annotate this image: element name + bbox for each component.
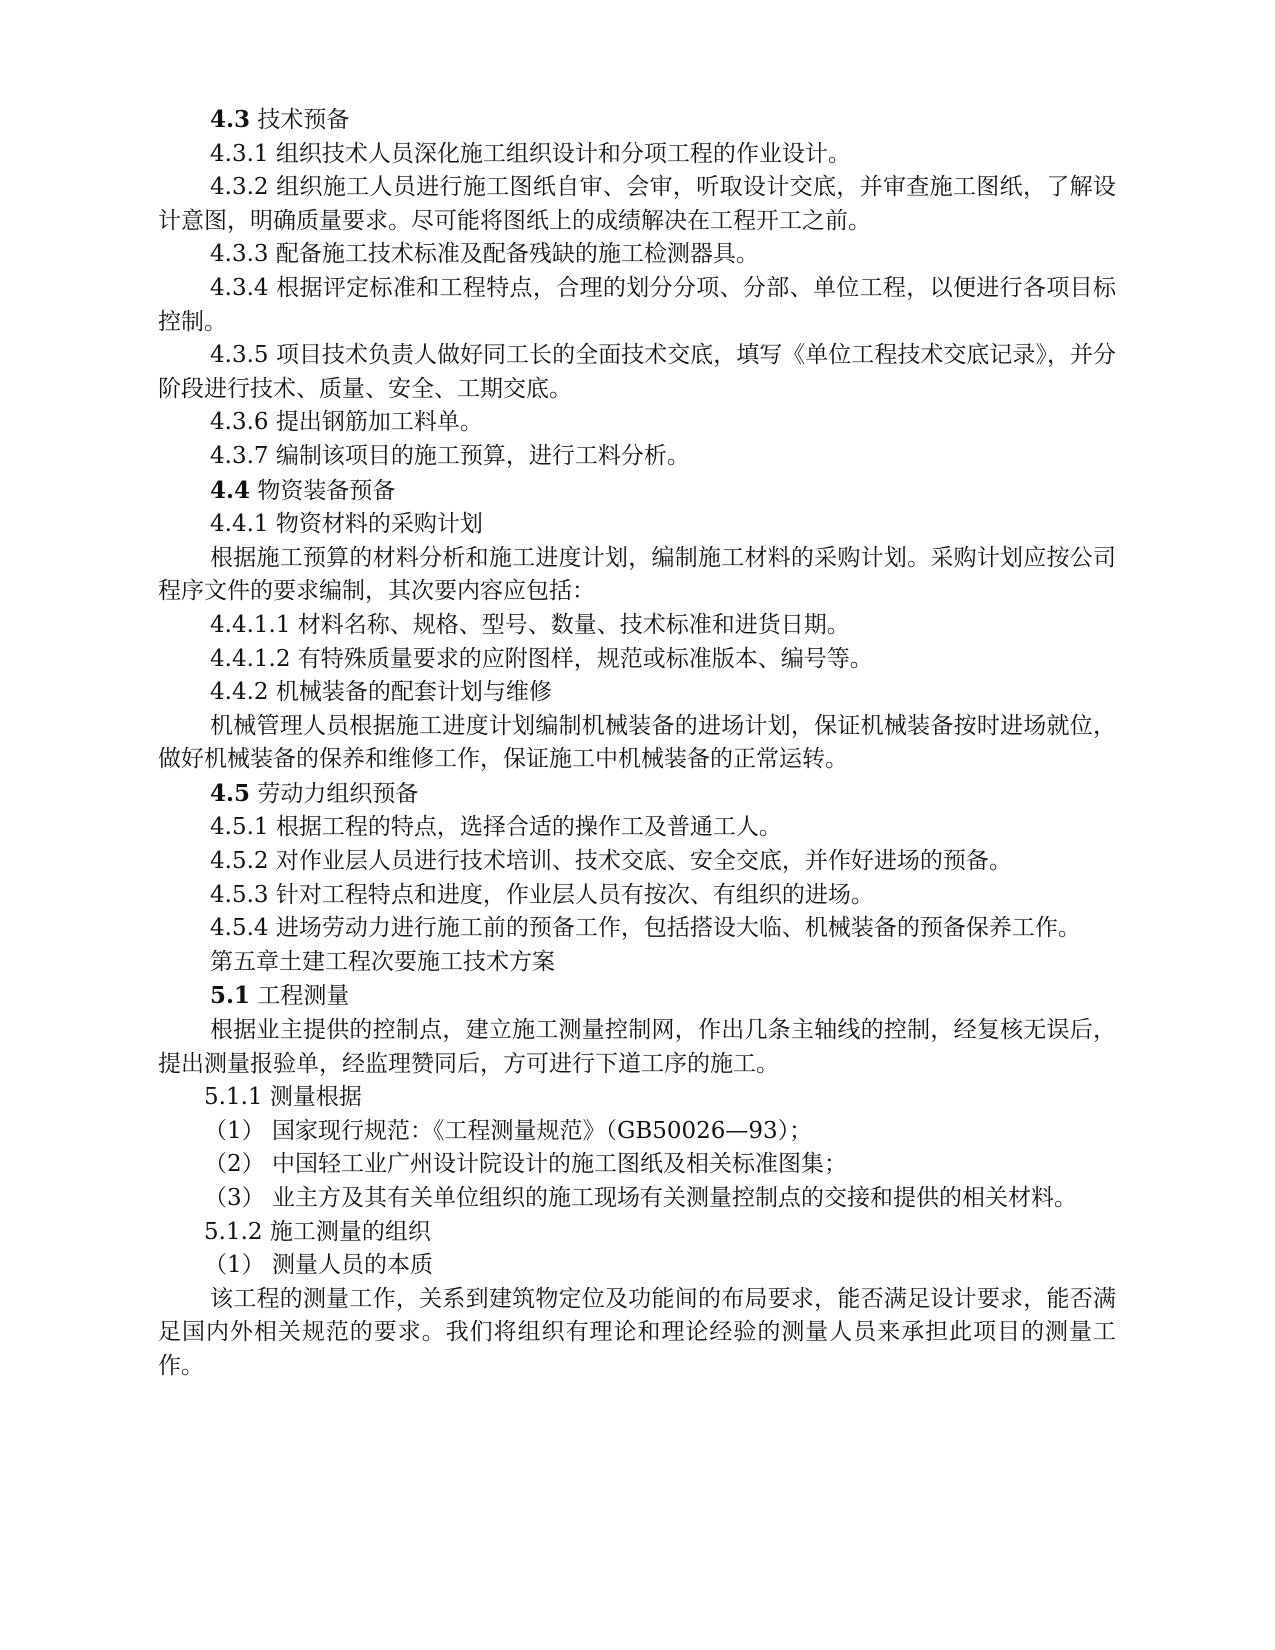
section-number: 4.5.4	[210, 915, 269, 942]
paragraph	[158, 1182, 1116, 1216]
paragraph-text: 针对工程特点和进度，作业层人员有按次、有组织的进场。	[268, 881, 874, 908]
section-number: 4.4.1.2	[210, 645, 291, 672]
section-number: 4.3.3	[210, 241, 269, 268]
section-number: 4.4.2	[210, 679, 269, 706]
paragraph	[158, 710, 1116, 777]
paragraph-text: 根据业主提供的控制点，建立施工测量控制网，作出几条主轴线的控制，经复核无误后，提出测量报验单，经监理赞同后，方可进行下道工序的施工。	[158, 1017, 1116, 1077]
paragraph-text: 根据施工预算的材料分析和施工进度计划，编制施工材料的采购计划。采购计划应按公司程序文件的要求编制，其次要内容应包括：	[158, 544, 1116, 605]
paragraph	[158, 777, 1116, 812]
paragraph-text: 进场劳动力进行施工前的预备工作，包括搭设大临、机械装备的预备保养工作。	[268, 915, 1081, 942]
section-number: 4.5.2	[210, 848, 269, 875]
section-number: 5.1.2	[204, 1218, 263, 1245]
section-number: 4.3.4	[210, 274, 269, 301]
paragraph	[158, 171, 1116, 238]
paragraph	[158, 1081, 1116, 1115]
section-number: 4.3.5	[210, 342, 269, 369]
paragraph-text: 工程测量	[250, 983, 350, 1010]
paragraph	[158, 542, 1116, 609]
document-body	[158, 103, 1116, 1384]
paragraph-text: 业主方及其有关单位组织的施工现场有关测量控制点的交接和提供的相关材料。	[264, 1185, 1077, 1211]
paragraph-text: 有特殊质量要求的应附图样，规范或标准版本、编号等。	[290, 645, 873, 672]
paragraph	[158, 1014, 1116, 1081]
paragraph	[158, 339, 1116, 406]
section-number: 4.3.6	[210, 409, 269, 436]
section-number: 4.4.1	[210, 511, 269, 538]
paragraph	[158, 440, 1116, 474]
paragraph	[158, 879, 1116, 913]
paragraph-text: 材料名称、规格、型号、数量、技术标准和进货日期。	[290, 611, 850, 638]
section-number: 4.3.7	[210, 442, 269, 469]
paragraph-text: 项目技术负责人做好同工长的全面技术交底，填写《单位工程技术交底记录》，并分阶段进行技术、质量、安全、工期交底。	[158, 342, 1116, 402]
section-number: （1）	[204, 1252, 265, 1279]
paragraph-text: 第五章土建工程次要施工技术方案	[210, 948, 555, 975]
section-number: （2）	[204, 1151, 265, 1178]
paragraph	[158, 1216, 1116, 1250]
paragraph	[158, 609, 1116, 643]
paragraph	[158, 811, 1116, 845]
paragraph	[158, 1249, 1116, 1283]
paragraph-text: 提出钢筋加工料单。	[268, 409, 483, 436]
paragraph	[158, 1283, 1116, 1384]
section-number: 4.4.1.1	[210, 611, 291, 638]
paragraph-text: 配备施工技术标准及配备残缺的施工检测器具。	[268, 241, 759, 268]
chapter-heading	[158, 946, 1116, 980]
section-number: 4.4	[210, 476, 251, 504]
paragraph-text: 根据评定标准和工程特点，合理的划分分项、分部、单位工程，以便进行各项目标控制。	[158, 274, 1116, 335]
paragraph-text: 物资材料的采购计划	[268, 511, 483, 538]
paragraph	[158, 272, 1116, 339]
paragraph	[158, 845, 1116, 879]
paragraph	[158, 912, 1116, 946]
section-number: （1）	[204, 1117, 265, 1144]
section-number: 4.5.3	[210, 881, 269, 908]
paragraph-text: 中国轻工业广州设计院设计的施工图纸及相关标准图集；	[264, 1151, 847, 1178]
paragraph-text: 国家现行规范：《工程测量规范》（GB50026—93）；	[264, 1117, 813, 1144]
paragraph	[158, 138, 1116, 172]
section-number: 4.3	[210, 106, 251, 133]
paragraph-text: 组织施工人员进行施工图纸自审、会审，听取设计交底，并审查施工图纸，了解设计意图，明确质量要求。尽可能将图纸上的成绩解决在工程开工之前。	[158, 174, 1116, 234]
paragraph	[158, 238, 1116, 272]
section-number: （3）	[204, 1185, 265, 1211]
paragraph	[158, 103, 1116, 138]
paragraph	[158, 1148, 1116, 1182]
paragraph-text: 测量人员的本质	[264, 1252, 433, 1279]
paragraph-text: 编制该项目的施工预算，进行工料分析。	[268, 442, 690, 469]
section-number: 4.5	[210, 779, 251, 807]
paragraph-text: 组织技术人员深化施工组织设计和分项工程的作业设计。	[268, 140, 851, 167]
paragraph-text: 机械装备的配套计划与维修	[268, 679, 552, 706]
section-number: 4.3.1	[210, 140, 269, 167]
paragraph	[158, 979, 1116, 1014]
paragraph-text: 测量根据	[262, 1084, 362, 1111]
paragraph-text: 技术预备	[250, 107, 350, 133]
paragraph	[158, 406, 1116, 440]
paragraph	[158, 474, 1116, 509]
paragraph-text: 该工程的测量工作，关系到建筑物定位及功能间的布局要求，能否满足设计要求，能否满足国内外相关规范的要求。我们将组织有理论和理论经验的测量人员来承担此项目的测量工作。	[158, 1285, 1116, 1379]
paragraph-text: 劳动力组织预备	[250, 780, 419, 807]
paragraph-text: 根据工程的特点，选择合适的操作工及普通工人。	[268, 814, 782, 841]
paragraph-text: 物资装备预备	[250, 477, 396, 504]
section-number: 4.3.2	[210, 174, 269, 201]
paragraph	[158, 508, 1116, 542]
paragraph-text: 施工测量的组织	[262, 1218, 431, 1245]
paragraph	[158, 676, 1116, 710]
paragraph	[158, 1115, 1116, 1149]
section-number: 5.1	[210, 982, 251, 1010]
section-number: 5.1.1	[204, 1084, 263, 1111]
section-number: 4.5.1	[210, 814, 269, 841]
paragraph	[158, 643, 1116, 677]
paragraph-text: 对作业层人员进行技术培训、技术交底、安全交底，并作好进场的预备。	[268, 848, 1012, 875]
paragraph-text: 机械管理人员根据施工进度计划编制机械装备的进场计划，保证机械装备按时进场就位，做好机械装备的保养和维修工作，保证施工中机械装备的正常运转。	[158, 712, 1116, 773]
